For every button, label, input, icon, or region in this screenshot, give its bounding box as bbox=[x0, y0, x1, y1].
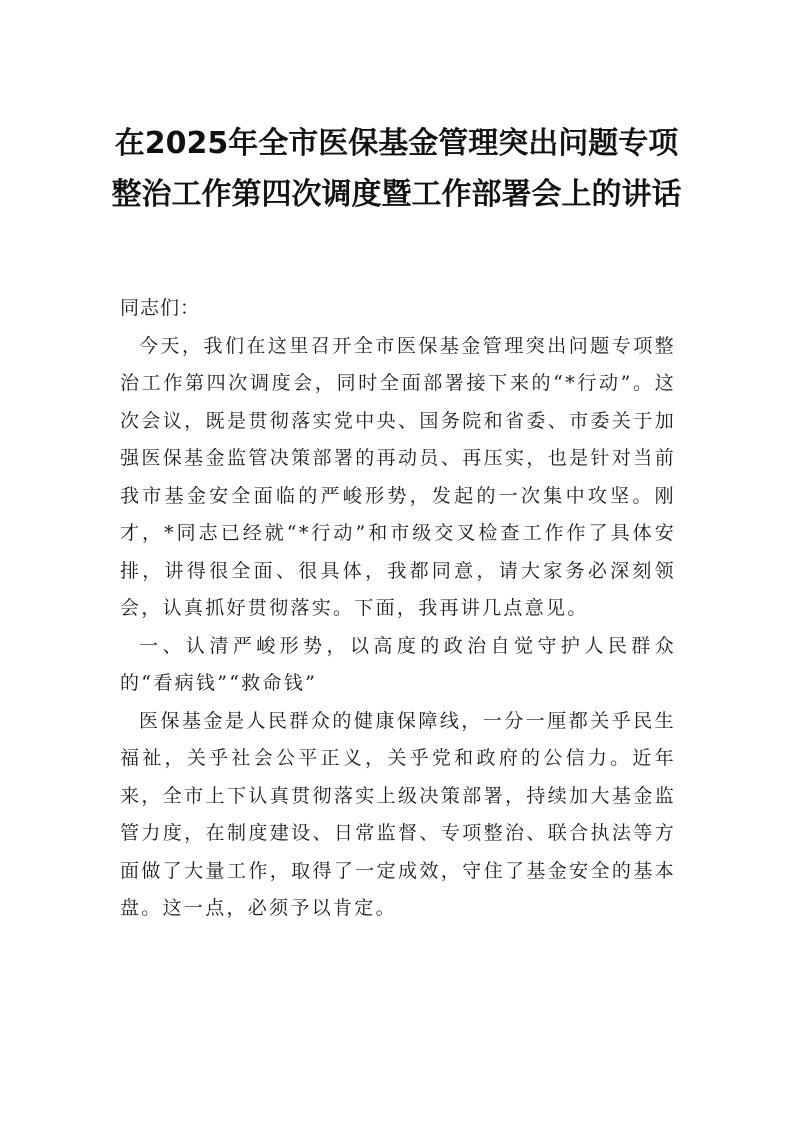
document-body bbox=[120, 290, 676, 928]
section-heading: 一、认清严峻形势，以高度的政治自觉守护人民群众的“看病钱”“救命钱” bbox=[120, 634, 676, 694]
document-title: 在2025年全市医保基金管理突出问题专项整治工作第四次调度暨工作部署会上的讲话 bbox=[111, 126, 682, 212]
greeting: 同志们： bbox=[120, 297, 201, 319]
paragraph-body: 医保基金是人民群众的健康保障线，一分一厘都关乎民生福祉，关乎社会公平正义，关乎党和政府的公信力。近年来，全市上下认真贯彻落实上级决策部署，持续加大基金监管力度，在制度建设、日常监督、专项整治、联合执法等方面做了大量工作，取得了一定成效，守住了基金安全的基本盘。这一点，必须予以肯定。 bbox=[120, 709, 676, 919]
paragraph-opening: 今天，我们在这里召开全市医保基金管理突出问题专项整治工作第四次调度会，同时全面部署接下来的“*行动”。这次会议，既是贯彻落实党中央、国务院和省委、市委关于加强医保基金监管决策部署的再动员、再压实，也是针对当前我市基金安全面临的严峻形势，发起的一次集中攻坚。刚才，*同志已经就“*行动”和市级交叉检查工作作了具体安排，讲得很全面、很具体，我都同意，请大家务必深刻领会，认真抓好贯彻落实。下面，我再讲几点意见。 bbox=[120, 334, 676, 619]
